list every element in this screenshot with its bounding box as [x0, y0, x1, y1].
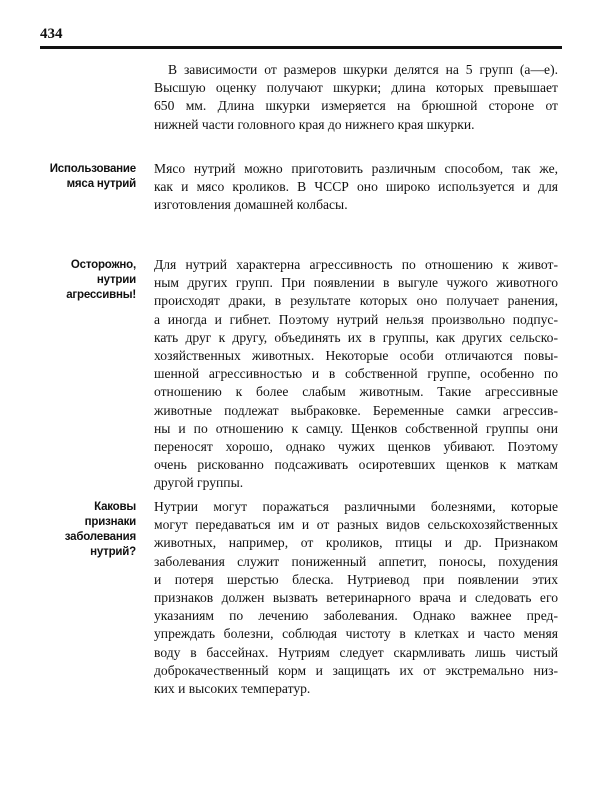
body-line: воду в бассейнах. Нутриям следует скармливать лишь чистый: [154, 644, 558, 660]
page-number: 434: [40, 26, 63, 42]
body-line: животных, например, от кроликов, птицы и др. Признаком: [154, 535, 558, 551]
body-line: кать друг к другу, объединять их в группы, как других сельско-: [154, 329, 558, 345]
header-rule: [40, 46, 562, 49]
body-line: доброкачественный корм и защищать их от экстремально низ-: [154, 662, 558, 678]
body-line: В зависимости от размеров шкурки делятся на 5 групп (а—е).: [168, 62, 558, 77]
margin-heading-line: нутрий?: [90, 546, 136, 558]
margin-heading: [26, 162, 136, 192]
body-line: и потеря шерстью блеска. Нутриевод при появлении этих: [154, 571, 558, 587]
body-line: переносят хорошо, однако чужих щенков убивают. Поэтому: [154, 439, 558, 455]
body-line: нижней части головного края до нижнего края шкурки.: [154, 116, 475, 132]
body-line: ным других групп. При появлении в выгуле чужого животного: [154, 275, 558, 291]
body-line: Нутрии могут поражаться различными болезнями, которые: [154, 499, 558, 514]
margin-heading: [26, 258, 136, 303]
body-line: могут передаваться им и от разных видов сельскохозяйственных: [154, 517, 558, 533]
margin-heading-line: Использование: [49, 163, 136, 175]
body-line: другой группы.: [154, 475, 244, 491]
section-body: [154, 256, 558, 493]
body-line: как и мясо кроликов. В ЧССР оно широко используется и для: [154, 179, 558, 195]
margin-heading-line: заболевания: [64, 531, 136, 543]
margin-heading-line: Осторожно,: [70, 259, 136, 271]
body-line: ких и высоких температур.: [154, 681, 311, 697]
body-line: упреждать болезни, соблюдая чистоту в клетках и часто меняя: [154, 626, 558, 642]
body-line: животные подлежат выбраковке. Беременные самки агрессив-: [154, 402, 558, 418]
body-line: хозяйственных животных. Некоторые особи отличаются повы-: [154, 348, 558, 364]
body-line: Высшую оценку получают шкурки; длина которых превышает: [154, 80, 558, 96]
margin-heading-line: признаки: [84, 516, 136, 528]
body-line: заболевания служит пониженный аппетит, поносы, похудения: [154, 553, 558, 569]
body-line: очень рискованно подсаживать осиротевших щенков к маткам: [154, 457, 558, 473]
margin-heading-line: агрессивны!: [66, 289, 136, 301]
body-line: указаниям по лечению заболевания. Однако важнее пред-: [154, 608, 558, 624]
margin-heading: [26, 500, 136, 560]
body-line: Для нутрий характерна агрессивность по отношению к живот-: [154, 257, 558, 272]
body-line: а иногда и гибнет. Поэтому нутрий нельзя произвольно подпус-: [154, 311, 558, 327]
body-line: шенной агрессивностью и в собственной группе, особенно по: [154, 366, 558, 382]
margin-heading-line: мяса нутрий: [66, 178, 136, 190]
section-body: [154, 61, 558, 134]
body-line: Мясо нутрий можно приготовить различным способом, так же,: [154, 161, 558, 176]
body-line: 650 мм. Длина шкурки измеряется на брюшной стороне от: [154, 98, 558, 114]
body-line: происходят драки, в результате которых оно получает ранения,: [154, 293, 558, 309]
margin-heading-line: Каковы: [94, 501, 136, 513]
body-line: отношению к более слабым животным. Такие агрессивные: [154, 384, 558, 400]
body-line: изготовления домашней колбасы.: [154, 197, 348, 213]
body-line: признаков должен вызвать ветеринарного врача и следовать его: [154, 590, 558, 606]
body-line: ны и по отношению к самцу. Щенков собственной группы они: [154, 420, 558, 436]
section-body: [154, 160, 558, 215]
section-body: [154, 498, 558, 698]
margin-heading-line: нутрии: [96, 274, 136, 286]
